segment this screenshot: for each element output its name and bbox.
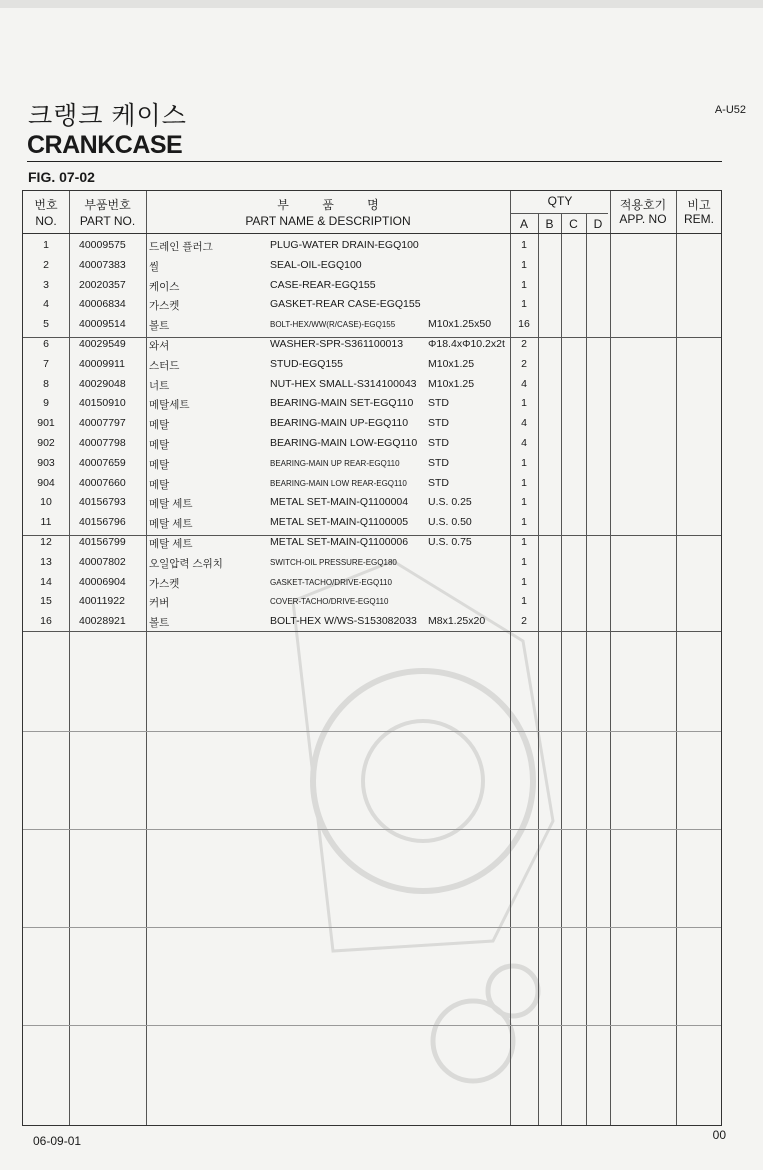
row-qty-a: 1 bbox=[521, 397, 527, 410]
row-no: 902 bbox=[37, 437, 55, 449]
row-name-en: GASKET-TACHO/DRIVE-EGQ110 bbox=[270, 577, 392, 587]
row-name-kr: 오일압력 스위치 bbox=[149, 557, 223, 570]
row-name-en: BEARING-MAIN UP-EGQ110 bbox=[270, 417, 409, 430]
header-rem: REM. bbox=[684, 212, 714, 226]
figure-label: FIG. 07-02 bbox=[28, 169, 95, 185]
page-title-korean: 크랭크 케이스 bbox=[28, 102, 187, 130]
row-name-kr: 볼트 bbox=[149, 617, 170, 630]
row-qty-a: 1 bbox=[521, 536, 527, 548]
row-part-no: 40011922 bbox=[79, 595, 125, 608]
row-part-no: 40007383 bbox=[79, 258, 126, 271]
row-qty-a: 2 bbox=[521, 357, 527, 370]
header-app: APP. NO bbox=[619, 212, 667, 226]
row-part-no: 40007660 bbox=[79, 476, 126, 489]
row-name-en: METAL SET-MAIN-Q1100004 bbox=[270, 496, 409, 509]
row-qty-a: 2 bbox=[521, 338, 527, 350]
row-qty-a: 1 bbox=[521, 298, 527, 311]
row-qty-a: 4 bbox=[521, 377, 527, 390]
row-no: 901 bbox=[37, 417, 55, 430]
row-name-en: CASE-REAR-EGQ155 bbox=[270, 278, 376, 291]
parts-table bbox=[22, 190, 722, 1126]
row-name-en: METAL SET-MAIN-Q1100006 bbox=[270, 536, 409, 548]
row-qty-a: 1 bbox=[521, 476, 527, 489]
row-qty-a: 1 bbox=[521, 456, 527, 469]
header-part-no-kr: 부품번호 bbox=[84, 198, 131, 212]
row-part-no: 40007797 bbox=[79, 417, 126, 430]
row-spec: STD bbox=[428, 456, 449, 469]
page-title: CRANKCASE bbox=[27, 131, 183, 159]
row-part-no: 40156793 bbox=[79, 496, 126, 509]
row-spec: STD bbox=[428, 437, 449, 449]
row-no: 4 bbox=[43, 298, 49, 311]
row-part-no: 40006904 bbox=[79, 575, 126, 588]
row-no: 15 bbox=[40, 595, 52, 608]
row-name-kr: 가스켓 bbox=[149, 577, 180, 590]
row-name-kr: 커버 bbox=[149, 597, 170, 610]
row-no: 11 bbox=[40, 516, 52, 529]
row-qty-a: 1 bbox=[521, 555, 527, 568]
row-part-no: 40009911 bbox=[79, 357, 125, 370]
row-no: 3 bbox=[43, 278, 49, 291]
row-part-no: 40156796 bbox=[79, 516, 126, 529]
row-no: 14 bbox=[40, 575, 52, 588]
faint-engine-drawing bbox=[273, 521, 573, 1121]
row-name-kr: 와셔 bbox=[149, 340, 170, 352]
header-no-kr: 번호 bbox=[34, 198, 58, 212]
row-name-en: BEARING-MAIN UP REAR-EGQ110 bbox=[270, 458, 400, 468]
row-qty-a: 1 bbox=[521, 239, 527, 251]
row-qty-a: 16 bbox=[518, 318, 530, 331]
row-spec: U.S. 0.25 bbox=[428, 496, 472, 509]
row-qty-a: 1 bbox=[521, 278, 527, 291]
row-spec: U.S. 0.75 bbox=[428, 536, 472, 548]
row-no: 10 bbox=[40, 496, 52, 509]
page-code: A-U52 bbox=[714, 104, 746, 116]
row-name-kr: 드레인 플러그 bbox=[149, 241, 213, 253]
row-qty-a: 2 bbox=[521, 615, 527, 628]
row-spec: Φ18.4xΦ10.2x2t bbox=[428, 338, 505, 350]
row-no: 13 bbox=[40, 555, 52, 568]
row-part-no: 40006834 bbox=[79, 298, 126, 311]
row-spec: M10x1.25 bbox=[428, 377, 475, 390]
row-name-en: STUD-EGQ155 bbox=[270, 357, 343, 370]
header-rem-kr: 비고 bbox=[687, 198, 711, 212]
row-name-kr: 메탈세트 bbox=[149, 399, 190, 412]
row-name-en: COVER-TACHO/DRIVE-EGQ110 bbox=[270, 597, 389, 607]
row-no: 1 bbox=[43, 239, 49, 251]
header-qty-c: C bbox=[569, 217, 578, 231]
header-qty-d: D bbox=[593, 217, 603, 231]
header-no: NO. bbox=[35, 214, 57, 228]
row-name-kr: 메탈 bbox=[149, 419, 170, 432]
row-part-no: 40007798 bbox=[79, 437, 126, 449]
row-qty-a: 4 bbox=[521, 437, 527, 449]
header-name: PART NAME & DESCRIPTION bbox=[245, 214, 411, 228]
row-qty-a: 1 bbox=[521, 595, 527, 608]
row-qty-a: 4 bbox=[521, 417, 527, 430]
row-spec: STD bbox=[428, 417, 449, 430]
row-name-kr: 씰 bbox=[149, 260, 160, 273]
row-no: 16 bbox=[40, 615, 52, 628]
row-name-kr: 메탈 bbox=[149, 478, 170, 491]
row-name-kr: 메탈 bbox=[149, 458, 170, 471]
row-name-kr: 메탈 세트 bbox=[149, 518, 193, 531]
row-no: 8 bbox=[43, 377, 49, 390]
row-part-no: 40156799 bbox=[79, 536, 126, 548]
row-part-no: 40029048 bbox=[79, 377, 126, 390]
row-no: 12 bbox=[40, 536, 52, 548]
row-no: 2 bbox=[43, 258, 49, 271]
row-qty-a: 1 bbox=[521, 258, 527, 271]
footer-page: 00 bbox=[712, 1128, 726, 1142]
row-name-kr: 메탈 세트 bbox=[149, 538, 193, 550]
row-spec: STD bbox=[428, 397, 449, 410]
row-name-kr: 메탈 세트 bbox=[149, 498, 193, 511]
row-part-no: 40007802 bbox=[79, 555, 126, 568]
row-part-no: 40009514 bbox=[79, 318, 126, 331]
row-name-kr: 가스켓 bbox=[149, 300, 180, 313]
row-qty-a: 1 bbox=[521, 575, 527, 588]
header-part-no: PART NO. bbox=[79, 214, 136, 228]
header-qty-a: A bbox=[519, 217, 528, 231]
row-no: 7 bbox=[43, 357, 49, 370]
row-spec: STD bbox=[428, 476, 449, 489]
row-name-kr: 메탈 bbox=[149, 439, 170, 451]
title-rule bbox=[27, 161, 722, 162]
row-name-en: WASHER-SPR-S361100013 bbox=[270, 338, 404, 350]
row-name-en: BEARING-MAIN SET-EGQ110 bbox=[270, 397, 414, 410]
footer-date: 06-09-01 bbox=[33, 1134, 82, 1148]
row-part-no: 40150910 bbox=[79, 397, 126, 410]
row-spec: M10x1.25 bbox=[428, 357, 475, 370]
header-app-kr: 적용호기 bbox=[619, 198, 667, 212]
header-qty: QTY bbox=[547, 194, 573, 208]
row-name-en: PLUG-WATER DRAIN-EGQ100 bbox=[270, 239, 419, 251]
row-no: 904 bbox=[37, 476, 55, 489]
row-part-no: 20020357 bbox=[79, 278, 126, 291]
row-name-en: SEAL-OIL-EGQ100 bbox=[270, 258, 362, 271]
row-part-no: 40007659 bbox=[79, 456, 126, 469]
row-no: 6 bbox=[43, 338, 49, 350]
row-part-no: 40028921 bbox=[79, 615, 126, 628]
row-qty-a: 1 bbox=[521, 516, 527, 529]
row-part-no: 40009575 bbox=[79, 239, 126, 251]
row-no: 9 bbox=[43, 397, 49, 410]
header-name-kr: 부 품 명 bbox=[277, 198, 379, 212]
row-name-en: METAL SET-MAIN-Q1100005 bbox=[270, 516, 409, 529]
row-no: 903 bbox=[37, 456, 55, 469]
row-spec: M10x1.25x50 bbox=[428, 318, 492, 331]
row-name-kr: 볼트 bbox=[149, 320, 170, 333]
row-spec: M8x1.25x20 bbox=[428, 615, 486, 628]
row-part-no: 40029549 bbox=[79, 338, 126, 350]
row-no: 5 bbox=[43, 318, 49, 331]
row-qty-a: 1 bbox=[521, 496, 527, 509]
row-name-en: GASKET-REAR CASE-EGQ155 bbox=[270, 298, 421, 311]
header-qty-b: B bbox=[545, 217, 554, 231]
row-name-kr: 케이스 bbox=[149, 280, 180, 293]
row-name-en: NUT-HEX SMALL-S314100043 bbox=[270, 377, 417, 390]
row-name-en: SWITCH-OIL PRESSURE-EGQ180 bbox=[270, 557, 397, 567]
row-name-en: BOLT-HEX W/WS-S153082033 bbox=[270, 615, 417, 628]
row-name-kr: 너트 bbox=[149, 379, 170, 392]
row-name-en: BEARING-MAIN LOW REAR-EGQ110 bbox=[270, 478, 407, 488]
row-name-en: BEARING-MAIN LOW-EGQ110 bbox=[270, 437, 418, 449]
row-name-en: BOLT-HEX/WW(R/CASE)-EGQ155 bbox=[270, 320, 396, 330]
scan-edge bbox=[0, 0, 763, 8]
row-spec: U.S. 0.50 bbox=[428, 516, 472, 529]
row-name-kr: 스터드 bbox=[149, 359, 180, 372]
